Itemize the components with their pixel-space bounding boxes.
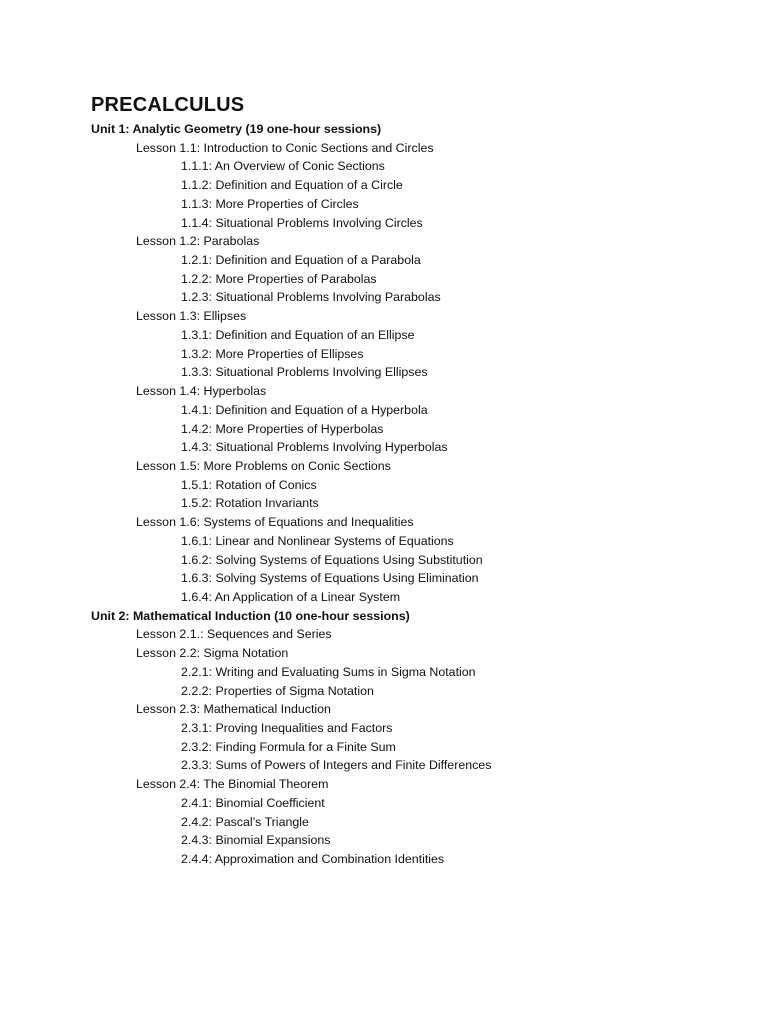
outline-topic: 1.6.3: Solving Systems of Equations Using Elimination xyxy=(181,571,479,586)
outline-topic: 1.2.1: Definition and Equation of a Parabola xyxy=(181,253,421,268)
outline-lesson: Lesson 1.5: More Problems on Conic Sections xyxy=(136,458,391,473)
outline-topic: 1.1.4: Situational Problems Involving Circles xyxy=(181,215,423,230)
outline-lesson: Lesson 2.4: The Binomial Theorem xyxy=(136,777,329,792)
outline-topic: 1.5.1: Rotation of Conics xyxy=(181,477,317,492)
page-title: PRECALCULUS xyxy=(91,94,245,116)
outline-topic: 1.3.3: Situational Problems Involving Ellipses xyxy=(181,365,428,380)
outline-topic: 1.3.1: Definition and Equation of an Ellipse xyxy=(181,327,415,342)
outline-lesson: Lesson 1.1: Introduction to Conic Sections and Circles xyxy=(136,140,434,155)
outline-topic: 2.2.2: Properties of Sigma Notation xyxy=(181,683,374,698)
outline-lesson: Lesson 2.3: Mathematical Induction xyxy=(136,702,331,717)
outline-topic: 1.3.2: More Properties of Ellipses xyxy=(181,346,364,361)
outline-topic: 2.4.3: Binomial Expansions xyxy=(181,833,331,848)
outline-topic: 2.2.1: Writing and Evaluating Sums in Sigma Notation xyxy=(181,664,476,679)
outline-topic: 1.1.1: An Overview of Conic Sections xyxy=(181,159,385,174)
course-outline xyxy=(91,120,768,869)
outline-topic: 1.2.3: Situational Problems Involving Parabolas xyxy=(181,290,441,305)
outline-topic: 1.6.2: Solving Systems of Equations Using Substitution xyxy=(181,552,483,567)
outline-topic: 2.4.4: Approximation and Combination Identities xyxy=(181,852,445,867)
outline-topic: 2.4.1: Binomial Coefficient xyxy=(181,795,325,810)
outline-unit: Unit 1: Analytic Geometry (19 one-hour sessions) xyxy=(91,122,382,136)
outline-lesson: Lesson 1.4: Hyperbolas xyxy=(136,384,267,399)
outline-topic: 2.3.3: Sums of Powers of Integers and Finite Differences xyxy=(181,758,492,773)
outline-topic: 1.5.2: Rotation Invariants xyxy=(181,496,319,511)
outline-topic: 2.3.1: Proving Inequalities and Factors xyxy=(181,721,393,735)
outline-lesson: Lesson 1.2: Parabolas xyxy=(136,234,260,249)
outline-topic: 1.4.2: More Properties of Hyperbolas xyxy=(181,421,384,436)
outline-topic: 1.1.3: More Properties of Circles xyxy=(181,196,359,211)
outline-topic: 1.2.2: More Properties of Parabolas xyxy=(181,271,377,286)
outline-lesson: Lesson 1.6: Systems of Equations and Inequalities xyxy=(136,515,414,530)
outline-lesson: Lesson 2.2: Sigma Notation xyxy=(136,646,289,661)
outline-topic: 2.4.2: Pascal’s Triangle xyxy=(181,814,309,829)
outline-topic: 1.6.1: Linear and Nonlinear Systems of Equations xyxy=(181,533,454,548)
outline-topic: 1.4.3: Situational Problems Involving Hyperbolas xyxy=(181,440,448,455)
outline-topic: 1.1.2: Definition and Equation of a Circle xyxy=(181,178,403,193)
outline-lesson: Lesson 2.1.: Sequences and Series xyxy=(136,627,332,642)
outline-lesson: Lesson 1.3: Ellipses xyxy=(136,309,247,324)
outline-topic: 1.6.4: An Application of a Linear System xyxy=(181,589,401,604)
outline-unit: Unit 2: Mathematical Induction (10 one-hour sessions) xyxy=(91,608,410,623)
outline-topic: 1.4.1: Definition and Equation of a Hyperbola xyxy=(181,402,428,417)
outline-topic: 2.3.2: Finding Formula for a Finite Sum xyxy=(181,739,396,754)
